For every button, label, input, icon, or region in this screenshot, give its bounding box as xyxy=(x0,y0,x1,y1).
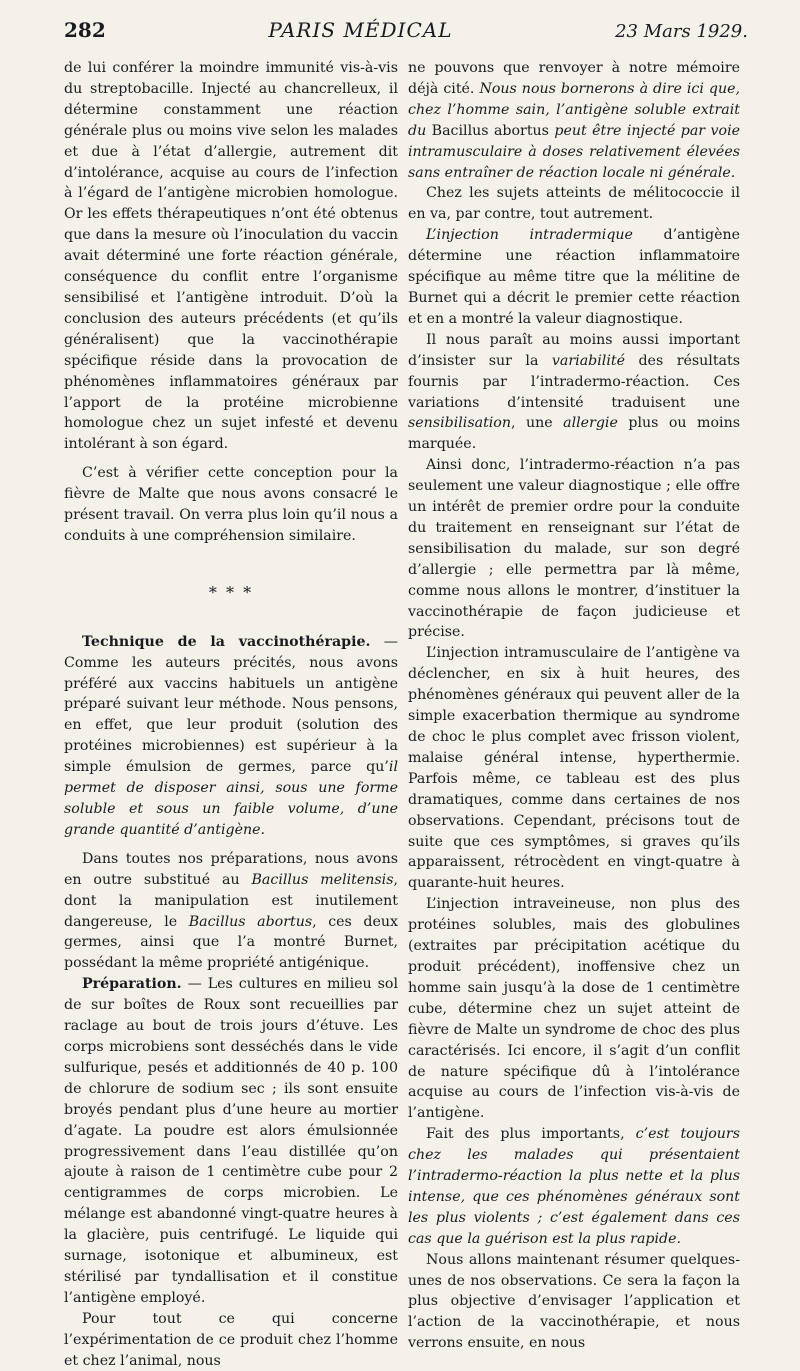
issue-date: 23 Mars 1929. xyxy=(615,21,748,42)
section-heading: Préparation. xyxy=(82,976,182,993)
journal-title: PARIS MÉDICAL xyxy=(268,18,453,42)
paragraph: de lui conférer la moindre immunité vis-à-vis du streptobacille. Injecté au chancrelleux, il détermine constamment une réaction générale plus ou moins vive selon les malades et due à l’état d’allergie, autrement dit d’intolérance, acquise au cours de l’infection à l’égard de l’antigène microbien homologue. Or les effets thérapeutiques n’ont été obtenus que dans la mesure où l’inoculation du vaccin avait déterminé une forte réaction générale, conséquence du conflit entre l’organisme sensibilisé et l’antigène introduit. D’où la conclusion des auteurs précédents (et qu’ils généralisent) que la vaccinothérapie spécifique réside dans la provocation de phénomènes inflammatoires généraux par l’apport de la protéine microbienne homologue chez un sujet infesté et devenu intolérant à son égard. xyxy=(64,60,398,453)
left-column xyxy=(64,58,398,1371)
paragraph: Ainsi donc, l’intradermo-réaction n’a pas seulement une valeur diagnostique ; elle offre un intérêt de premier ordre pour la conduite du traitement en renseignant sur l’état de sensibilisation du malade, sur son degré d’allergie ; elle permettra par là même, comme nous allons le montrer, d’instituer la vaccinothérapie de façon judicieuse et précise. xyxy=(408,457,740,641)
paragraph: Dans toutes nos préparations, nous avons en outre substitué au Bacillus melitensis, dont la manipulation est inutilement dangereuse, le Bacillus abortus, ces deux germes, ainsi que l’a montré Burnet, possédant la même propriété antigénique. xyxy=(64,850,399,972)
paragraph: Nous allons maintenant résumer quelques-unes de nos observations. Ce sera la façon la plus objective d’envisager l’application et l’action de la vaccinothérapie, et nous verrons ensuite, en nous xyxy=(408,1251,740,1352)
paragraph: Pour tout ce qui concerne l’expérimentation de ce produit chez l’homme et chez l’animal, nous xyxy=(64,1310,398,1369)
page-number: 282 xyxy=(64,18,106,42)
paragraph: Chez les sujets atteints de mélitococcie il en va, par contre, tout autrement. xyxy=(408,185,740,223)
paragraph: L’injection intramusculaire de l’antigène va déclencher, en six à huit heures, des phénomènes généraux qui peuvent aller de la simple exacerbation thermique au syndrome de choc le plus complet avec frisson violent, malaise général intense, hyperthermie. Parfois même, ce tableau est des plus dramatiques, comme dans certaines de nos observations. Cependant, précisons tout de suite que ces symptômes, si graves qu’ils apparaissent, rétrocèdent en vingt-quatre à quarante-huit heures. xyxy=(408,645,740,892)
section-ornament: * * * xyxy=(208,582,254,602)
section-heading: Technique de la vaccinothérapie. xyxy=(82,633,371,650)
paragraph: Technique de la vaccinothérapie. — Comme les auteurs précités, nous avons préféré aux vaccins habituels un antigène préparé suivant leur méthode. Nous pensons, en effet, que leur produit (solution des protéines microbiennes) est supérieur à la simple émulsion de germes, parce qu’il permet de disposer ainsi, sous une forme soluble et sous un faible volume, d’une grande quantité d’antigène. xyxy=(64,633,398,838)
paragraph: Fait des plus importants, c’est toujours chez les malades qui présentaient l’intradermo-réaction la plus nette et la plus intense, que ces phénomènes généraux sont les plus violents ; c’est également dans ces cas que la guérison est la plus rapide. xyxy=(408,1126,740,1247)
page-header xyxy=(64,18,748,54)
paragraph: C’est à vérifier cette conception pour la fièvre de Malte que nous avons consacré le présent travail. On verra plus loin qu’il nous a conduits à une compréhension similaire. xyxy=(64,465,398,544)
paragraph: L’injection intraveineuse, non plus des protéines solubles, mais des globulines (extraites par précipitation acétique du produit précédent), inoffensive chez un homme sain jusqu’à la dose de 1 centimètre cube, détermine chez un sujet atteint de fièvre de Malte un syndrome de choc des plus caractérisés. Ici encore, il s’agit d’un conflit de nature spécifique dû à l’intolérance acquise au cours de l’infection vis-à-vis de l’antigène. xyxy=(408,896,740,1122)
right-column xyxy=(408,58,740,1354)
paragraph: ne pouvons que renvoyer à notre mémoire déjà cité. Nous nous bornerons à dire ici que, chez l’homme sain, l’antigène soluble extrait du Bacillus abortus peut être injecté par voie intramusculaire à doses relativement élevées sans entraîner de réaction locale ni générale. xyxy=(408,60,741,181)
paragraph: L’injection intradermique d’antigène détermine une réaction inflammatoire spécifique au même titre que la mélitine de Burnet qui a décrit le premier cette réaction et en a montré la valeur diagnostique. xyxy=(408,227,740,327)
paragraph: Préparation. — Les cultures en milieu sol de sur boîtes de Roux sont recueillies par raclage au bout de trois jours d’étuve. Les corps microbiens sont desséchés dans le vide sulfurique, pesés et additionnés de 40 p. 100 de chlorure de sodium sec ; ils sont ensuite broyés pendant plus d’une heure au mortier d’agate. La poudre est alors émulsionnée progressivement dans l’eau distillée qu’on ajoute à raison de 1 centimètre cube pour 2 centigrammes de corps microbien. Le mélange est abandonné vingt-quatre heures à la glacière, puis centrifugé. Le liquide qui surnage, isotonique et albumineux, est stérilisé par tyndallisation et il constitue l’antigène employé. xyxy=(64,976,398,1306)
paragraph: Il nous paraît au moins aussi important d’insister sur la variabilité des résultats fournis par l’intradermo-réaction. Ces variations d’intensité traduisent une sensibilisation, une allergie plus ou moins marquée. xyxy=(408,331,740,453)
